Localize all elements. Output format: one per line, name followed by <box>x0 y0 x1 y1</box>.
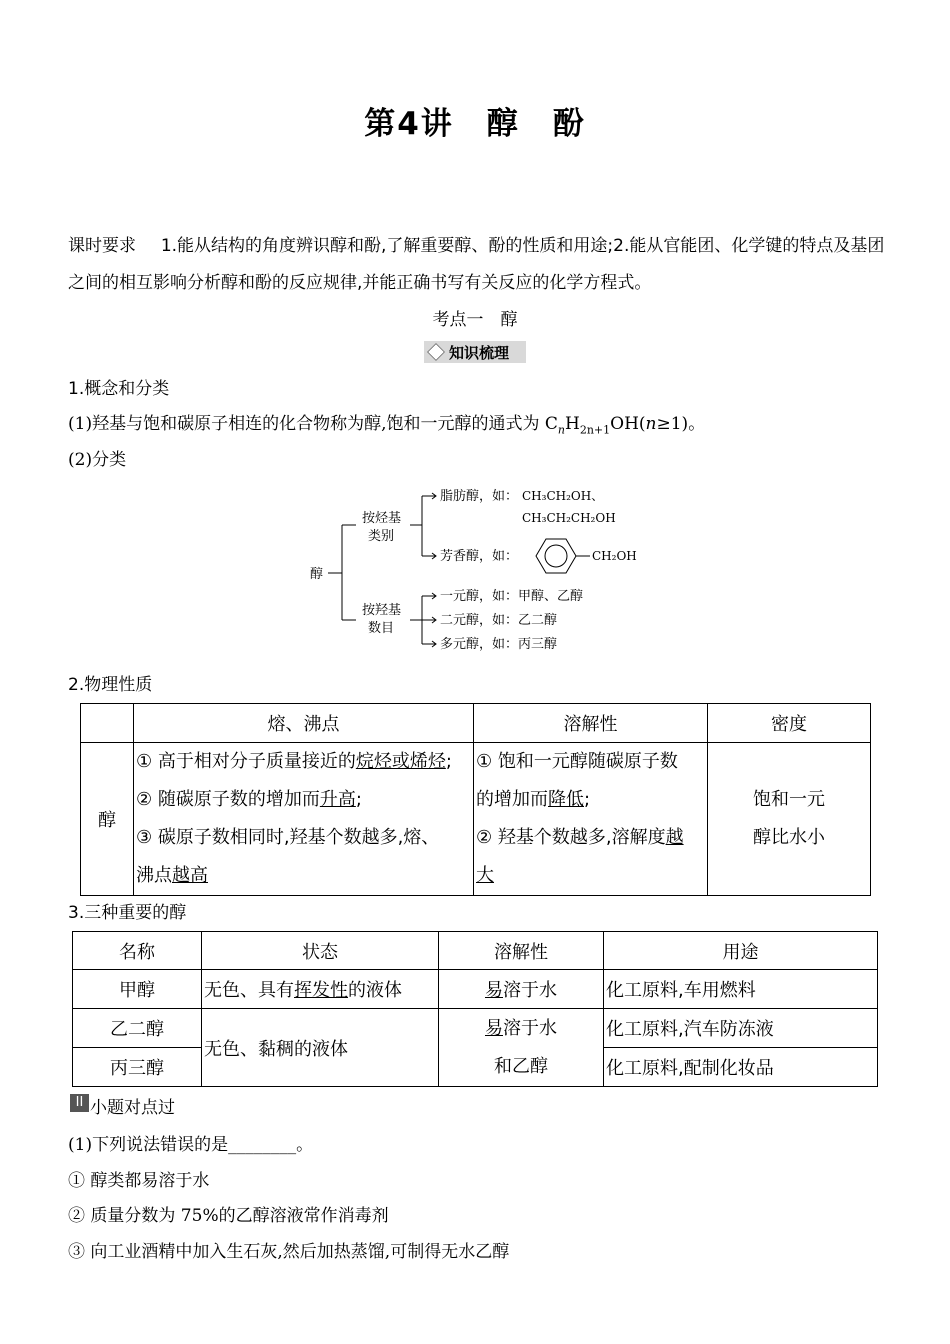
mp-l1-end: ; <box>445 751 452 772</box>
s1-definition <box>68 409 705 436</box>
table-corner <box>81 704 134 743</box>
state-methanol <box>202 970 439 1009</box>
badge-label: 知识梳理 <box>449 343 510 362</box>
header-name: 名称 <box>73 932 202 970</box>
name-glycerol: 丙三醇 <box>73 1048 202 1087</box>
benzene-ring-icon <box>536 539 590 573</box>
state-b: 的液体 <box>348 980 402 1001</box>
diagram-group1-l1: 按烃基 <box>362 511 402 526</box>
alcohols-table <box>72 931 878 1087</box>
table-row <box>73 1009 878 1048</box>
header-melting: 熔、沸点 <box>134 704 474 743</box>
knowledge-badge <box>424 341 526 363</box>
name-methanol: 甲醇 <box>73 970 202 1009</box>
mp-l2: ② 随碳原子数的增加而 <box>136 789 320 810</box>
table-header-row <box>81 704 871 743</box>
diagram-group2-l2: 数目 <box>368 621 395 636</box>
option-2: ② 质量分数为 75%的乙醇溶液常作消毒剂 <box>68 1206 389 1226</box>
practice-icon: II <box>70 1094 89 1112</box>
classification-diagram <box>300 480 660 655</box>
diagram-aliphatic-ex1: CH₃CH₂OH、 <box>522 489 604 503</box>
mp-l1-answer: 烷烃或烯烃 <box>355 751 446 772</box>
table-row <box>81 743 871 896</box>
use-glycol: 化工原料,汽车防冻液 <box>604 1009 878 1048</box>
cell-melting <box>134 743 474 896</box>
sub-n: n <box>557 423 565 437</box>
diagram-poly: 多元醇，如：丙三醇 <box>440 637 558 652</box>
density-l1: 饱和一元 <box>753 789 825 810</box>
state-answer: 挥发性 <box>294 980 348 1001</box>
diagram-aromatic: 芳香醇，如： <box>440 549 519 564</box>
sol-l2-end: ; <box>584 789 591 810</box>
use-glycerol: 化工原料,配制化妆品 <box>604 1048 878 1087</box>
sol-methanol <box>439 970 604 1009</box>
diagram-di: 二元醇，如：乙二醇 <box>440 613 558 628</box>
section-title: 考点一 醇 <box>432 310 518 330</box>
header-solubility: 溶解性 <box>474 704 708 743</box>
lesson-requirement <box>68 228 888 302</box>
diagram-mono: 一元醇，如：甲醇、乙醇 <box>440 589 584 604</box>
header-use: 用途 <box>604 932 878 970</box>
question-1: (1)下列说法错误的是________。 <box>68 1135 314 1155</box>
requirement-label: 课时要求 <box>68 236 136 256</box>
sol-b: 溶于水 <box>503 980 557 1001</box>
italic-n: n <box>645 414 657 434</box>
sub-2n1: 2n+1 <box>579 423 611 437</box>
page-title: 第4讲 醇 酚 <box>364 106 586 142</box>
header-density: 密度 <box>708 704 871 743</box>
physical-properties-table <box>80 703 871 896</box>
state-glycol-glycerol: 无色、黏稠的液体 <box>202 1009 439 1087</box>
mp-l2-answer: 升高 <box>319 789 356 810</box>
row-label-alcohol: 醇 <box>81 743 134 896</box>
practice-heading: 小题对点过 <box>90 1098 175 1118</box>
header-state: 状态 <box>202 932 439 970</box>
header-solubility: 溶解性 <box>439 932 604 970</box>
diagram-group2-l1: 按羟基 <box>362 603 402 618</box>
mp-l4: 沸点 <box>136 865 172 886</box>
state-a: 无色、具有 <box>204 980 294 1001</box>
def-h: H <box>565 414 580 434</box>
sol-l4-answer: 大 <box>476 865 494 886</box>
diagram-root: 醇 <box>310 567 324 582</box>
option-3: ③ 向工业酒精中加入生石灰,然后加热蒸馏,可制得无水乙醇 <box>68 1242 510 1262</box>
diagram-aromatic-group: CH₂OH <box>592 549 637 563</box>
sol-l1: ① 饱和一元醇随碳原子数 <box>476 751 678 772</box>
cell-density <box>708 743 871 896</box>
def-oh: OH( <box>610 414 646 434</box>
sol-l3: ② 羟基个数越多,溶解度 <box>476 827 666 848</box>
mp-l4-answer: 越高 <box>172 865 208 886</box>
mp-l2-end: ; <box>355 789 362 810</box>
sol2-l2: 和乙醇 <box>494 1055 548 1077</box>
def-text: (1)羟基与饱和碳原子相连的化合物称为醇,饱和一元醇的通式为 C <box>68 414 558 434</box>
s1-classification: (2)分类 <box>68 450 127 470</box>
name-glycol: 乙二醇 <box>73 1009 202 1048</box>
table-header-row <box>73 932 878 970</box>
diagram-aliphatic-ex2: CH₃CH₂CH₂OH <box>522 511 616 525</box>
s3-heading: 3.三种重要的醇 <box>68 903 187 923</box>
use-methanol: 化工原料,车用燃料 <box>604 970 878 1009</box>
diamond-icon <box>427 343 445 361</box>
density-l2: 醇比水小 <box>753 827 825 848</box>
mp-l1: ① 高于相对分子质量接近的 <box>136 751 356 772</box>
sol2-b: 溶于水 <box>503 1017 557 1039</box>
diagram-aliphatic: 脂肪醇，如： <box>440 489 519 504</box>
table-row <box>73 970 878 1009</box>
sol-glycol-glycerol <box>439 1009 604 1087</box>
requirement-text: 1.能从结构的角度辨识醇和酚,了解重要醇、酚的性质和用途;2.能从官能团、化学键的特点及基团之间的相互影响分析醇和酚的反应规律,并能正确书写有关反应的化学方程式。 <box>68 236 885 293</box>
diagram-group1-l2: 类别 <box>368 529 395 544</box>
sol-answer: 易 <box>485 980 503 1001</box>
s2-heading: 2.物理性质 <box>68 675 153 695</box>
sol-l2: 的增加而 <box>476 789 548 810</box>
option-1: ① 醇类都易溶于水 <box>68 1171 210 1191</box>
sol-l3-answer: 越 <box>665 827 684 848</box>
s1-heading: 1.概念和分类 <box>68 379 170 399</box>
sol-l2-answer: 降低 <box>548 789 584 810</box>
mp-l3: ③ 碳原子数相同时,羟基个数越多,熔、 <box>136 827 440 848</box>
cell-solubility <box>474 743 708 896</box>
def-end: ≥1)。 <box>656 414 706 434</box>
sol2-answer: 易 <box>485 1017 503 1039</box>
